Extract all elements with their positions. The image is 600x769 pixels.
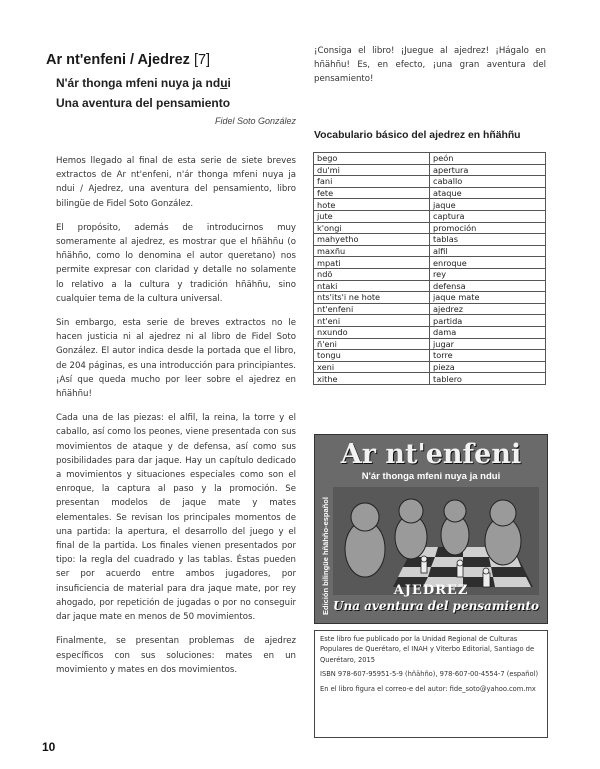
book-cover-image	[314, 434, 548, 624]
isbn-line: ISBN 978-607-95951-5-9 (hñähño), 978-607-00-4554-7 (español)	[320, 670, 539, 679]
vocab-spanish-term: jaque	[430, 199, 546, 211]
vocab-row	[314, 280, 546, 292]
vocab-row	[314, 187, 546, 199]
vocab-spanish-term: ajedrez	[430, 303, 546, 315]
subtitle-hnahnu	[56, 76, 231, 90]
vocab-spanish-term: alfil	[430, 245, 546, 257]
subtitle-spanish: Una aventura del pensamiento	[56, 96, 231, 110]
vocab-hnahnu-term: fete	[314, 187, 430, 199]
publication-line: Este libro fue publicado por la Unidad Regional de Culturas Populares de Querétaro, el INAH y Viterbo Editorial, Santiago de Querétaro, 2015	[320, 635, 535, 664]
vocab-row	[314, 303, 546, 315]
vocab-hnahnu-term: ntaki	[314, 280, 430, 292]
vocab-spanish-term: promoción	[430, 222, 546, 234]
vocab-spanish-term: apertura	[430, 164, 546, 176]
paragraph-1: Hemos llegado al final de esta serie de siete breves extractos de Ar nt'enfeni, n'ár thonga mfeni nuya ja ndui / Ajedrez, una aventura del pensamiento, libro bilingüe de Fidel Soto González.	[56, 156, 296, 209]
paragraph-2: El propósito, además de introducirnos muy someramente al ajedrez, es mostrar que el hñähñu (o hñähño, como lo denomina el autor queretano) nos permite expresar con claridad y detalle no solamente lo relativo a la cultura y tradición hñähñu, sino cualquier tema de la cultura universal.	[56, 222, 296, 304]
vocab-table-body	[314, 153, 546, 385]
vocab-spanish-term: partida	[430, 315, 546, 327]
vocab-hnahnu-term: du'mi	[314, 164, 430, 176]
vocab-row	[314, 257, 546, 269]
publication-info-box	[314, 630, 548, 738]
vocab-row	[314, 245, 546, 257]
vocab-hnahnu-term: nt'eni	[314, 315, 430, 327]
vocab-hnahnu-term: ñ'eni	[314, 338, 430, 350]
cover-subtitle: N'ár thonga mfeni nuya ja ndui	[361, 471, 501, 482]
vocab-row	[314, 153, 546, 165]
vocab-row	[314, 373, 546, 385]
vocab-hnahnu-term: fani	[314, 176, 430, 188]
vocab-hnahnu-term: xithe	[314, 373, 430, 385]
vocab-hnahnu-term: mahyetho	[314, 234, 430, 246]
paragraph-4: Cada una de las piezas: el alfil, la reina, la torre y el caballo, así como los peones, viene presentada con sus movimientos de ataque y de defensa, así como sus posibilidades para dar jaque. Hay un capítulo dedicado a movimientos y situaciones especiales como son el enroque, la captura al paso y la promoción. Se presentan modelos de jaque mate y mates elementales. Se revisan los principales momentos de una partida: la apertura, el desarrollo del juego y el final de la partida. Los finales vienen presentados por tipo: la regla del cuadrado y las tablas. Éstas pueden ser por acuerdo entre ambos jugadores, por insuficiencia de material para dra jaque mate, por rey ahogado, por repetición de jugadas o por no conseguir dar jaque mate en menos de 50 movimientos.	[56, 413, 296, 623]
vocab-spanish-term: rey	[430, 268, 546, 280]
subtitle-hnahnu-underlined: u	[220, 76, 228, 90]
vocab-row	[314, 292, 546, 304]
vocab-spanish-term: caballo	[430, 176, 546, 188]
vocab-hnahnu-term: bego	[314, 153, 430, 165]
chess-illustration	[333, 487, 539, 595]
title-footnote-ref[interactable]: [7]	[193, 52, 211, 68]
vocab-hnahnu-term: mpati	[314, 257, 430, 269]
vocab-spanish-term: dama	[430, 326, 546, 338]
vocab-spanish-term: enroque	[430, 257, 546, 269]
author-name: Fidel Soto González	[214, 116, 296, 126]
vocab-hnahnu-term: nts'its'i ne hote	[314, 292, 430, 304]
vocab-row	[314, 199, 546, 211]
vocab-row	[314, 234, 546, 246]
cover-brand: AJEDREZ	[393, 583, 469, 598]
paragraph-3: Sin embargo, esta serie de breves extractos no le hacen justicia ni al ajedrez ni al libro de Fidel Soto González. El autor indica desde la portada que el libro, de 204 páginas, es una introducción para principiantes. ¡Así que queda mucho por leer sobre el ajedrez en hñähñu!	[56, 318, 296, 400]
vocab-hnahnu-term: hote	[314, 199, 430, 211]
vocab-row	[314, 326, 546, 338]
vocab-hnahnu-term: k'ongi	[314, 222, 430, 234]
page-title	[46, 52, 296, 68]
vocab-spanish-term: jaque mate	[430, 292, 546, 304]
vocab-hnahnu-term: jute	[314, 210, 430, 222]
vocab-hnahnu-term: maxñu	[314, 245, 430, 257]
vocab-row	[314, 361, 546, 373]
vocab-spanish-term: captura	[430, 210, 546, 222]
vocab-hnahnu-term: ndö	[314, 268, 430, 280]
cover-tagline: Una aventura del pensamiento	[333, 599, 539, 613]
vocab-row	[314, 350, 546, 362]
vocab-spanish-term: torre	[430, 350, 546, 362]
vocab-title: Vocabulario básico del ajedrez en hñähñu	[314, 130, 521, 141]
vocab-row	[314, 164, 546, 176]
vocab-spanish-term: pieza	[430, 361, 546, 373]
title-text: Ar nt'enfeni / Ajedrez	[46, 52, 190, 68]
vocab-spanish-term: tablas	[430, 234, 546, 246]
vocab-row	[314, 338, 546, 350]
vocab-hnahnu-term: nt'enfeni	[314, 303, 430, 315]
vocab-table	[313, 152, 546, 385]
vocab-spanish-term: defensa	[430, 280, 546, 292]
vocab-spanish-term: tablero	[430, 373, 546, 385]
cover-edition-label: Edición bilingüe hñähño-español	[321, 497, 330, 615]
author-email-line: En el libro figura el correo-e del autor: fide_soto@yahoo.com.mx	[320, 684, 536, 693]
vocab-row	[314, 268, 546, 280]
cover-title: Ar nt'enfeni	[340, 439, 522, 470]
vocab-row	[314, 176, 546, 188]
vocab-spanish-term: jugar	[430, 338, 546, 350]
vocab-spanish-term: peón	[430, 153, 546, 165]
closing-invitation: ¡Consiga el libro! ¡Juegue al ajedrez! ¡Hágalo en hñähñu! Es, en efecto, ¡una gran aventura del pensamiento!	[314, 46, 546, 85]
vocab-row	[314, 222, 546, 234]
paragraph-5: Finalmente, se presentan problemas de ajedrez específicos con sus soluciones: mates en un movimiento y mates en dos movimientos.	[56, 636, 296, 675]
vocab-row	[314, 315, 546, 327]
page-number: 10	[42, 740, 56, 754]
subtitle-hnahnu-post: i	[227, 76, 231, 90]
vocab-hnahnu-term: xeni	[314, 361, 430, 373]
article-body	[56, 154, 296, 687]
vocab-spanish-term: ataque	[430, 187, 546, 199]
vocab-hnahnu-term: nxundo	[314, 326, 430, 338]
vocab-hnahnu-term: tongu	[314, 350, 430, 362]
subtitle-hnahnu-pre: N'ár thonga mfeni nuya ja nd	[56, 76, 221, 90]
vocab-row	[314, 210, 546, 222]
